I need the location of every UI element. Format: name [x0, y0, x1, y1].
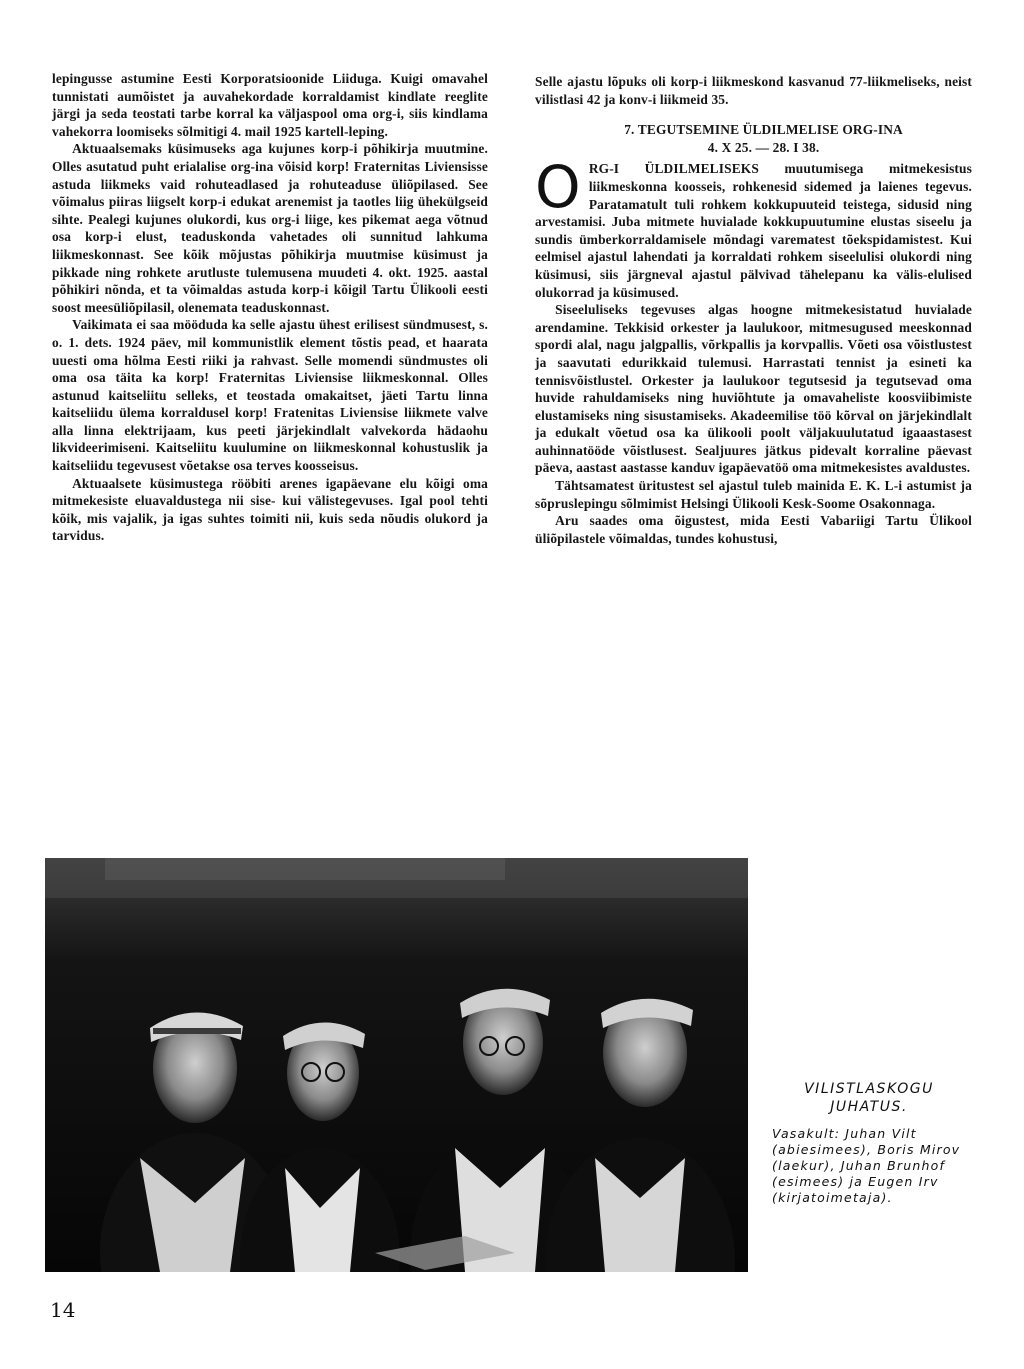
caption-text: Vasakult: Juhan Vilt (abiesimees), Boris Mirov (laekur), Juhan Brunhof (esimees) ja Eugen Irv (kirjatoimetaja).: [772, 1126, 961, 1205]
paragraph: Selle ajastu lõpuks oli korp-i liikmeskond kasvanud 77-liikmeliseks, neist vilistlasi 42 ja konv-i liikmeid 35.: [535, 74, 972, 107]
group-photo: [45, 858, 748, 1272]
paragraph: Aktuaalsemaks küsimuseks aga kujunes korp-i põhikirja muutmine. Olles asutatud puht erialalise org-ina võisid korp! Fraternitas Liviensisse astuda liikmeks vaid rohuteadlased ja rohuteaduse üliõpilased. See võimalus piiras liigselt korp-i edukat arenemist ja taotles liig ühekülgseid sihte. Pealegi kujunes olukordi, kus org-i liige, kes pikemat aega võtnud osa korp-i elust, teaduskonda vahetades oli sunnitud lahkuma liikmeskonnast. See kõik mõjustas põhikirja muutmise küsimust ja pikkade ning rohkete arutluste tulemusena muudeti 4. okt. 1925. aastal põhikiri nõnda, et ta võimaldas astuda korp-i kõigil Tartu Ülikooli eesti soost meesüliõpilasil, olenemata teaduskonnast.: [52, 141, 488, 315]
paragraph-text: RG-I ÜLDILMELISEKS muutumisega mitmekesistus liikmeskonna koosseis, rohkenesid sidemed ja laienes tegevus. Paratamatult tuli rohkem kokkupuuteid teistega, sidusid ning arvestamisi. Juba mitmete huvialade kokkupuutumine elustas siseelu ja sundis ümberkorraldamisele mõndagi varematest tõekspidamistest. Kui eelmisel ajastul lahendati ja korraldati rohkem siseelulisi olukordi ning küsimusi, siis järgneval ajastul pälvivad tähelepanu ka välis-elulised olukorrad ja küsimused.: [535, 161, 972, 300]
paragraph: Tähtsamatest üritustest sel ajastul tuleb mainida E. K. L-i astumist ja sõpruslepingu sõlmimist Helsingi Ülikooli Kesk-Soome Osakonnaga.: [535, 478, 972, 511]
paragraph: lepingusse astumine Eesti Korporatsioonide Liiduga. Kuigi omavahel tunnistati aumõistet ja auvahekordade korraldamist kindlate reeglite järgi ja seda teostati tarbe korral ka väljaspool oma org-i, siis kindlama vahekorra loomiseks sõlmitigi 4. mail 1925 kartell-leping.: [52, 71, 488, 139]
photo-caption: [764, 1080, 974, 1206]
paragraph: Vaikimata ei saa mööduda ka selle ajastu ühest erilisest sündmusest, s. o. 1. dets. 1924 päev, mil kommunistlik element tõstis pead, et haarata uuesti oma hõlma Eesti riiki ja rahvast. Selle momendi sündmustes oli oma osa täita ka korp! Fraternitas Liviensise liikmeskonnal. Olles astunud kaitseliitu selleks, et teostada omakaitset, jäeti Tartu linna kaitseliidu ülema korraldusel korp! Fratenitas Liviensise liikmete valve alla linna elektrijaam, kus peeti järjekindlalt valvekorda hädaohu likvideerimiseni. Kaitseliitu kuulumine on liikmeskonnal kohustuslik ja kaitseliidu tegevusest võetakse osa terves koosseisus.: [52, 317, 488, 474]
drop-cap: O: [535, 153, 581, 222]
paragraph: Aktuaalsete küsimustega rööbiti arenes igapäevane elu kõigi oma mitmekesiste eluavaldustega nii sise- kui välistegevuses. Igal pool tehti kõik, mis vajalik, ja igas suhtes toimiti nii, kuis seda nõudis olukord ja tarvidus.: [52, 475, 488, 544]
group-photo-illustration: [45, 858, 748, 1272]
left-text-column: [52, 70, 488, 545]
right-text-column: [535, 73, 972, 547]
paragraph: Aru saades oma õigustest, mida Eesti Vabariigi Tartu Ülikool üliõpilastele võimaldas, tundes kohustusi,: [535, 513, 972, 546]
page-number: 14: [50, 1298, 76, 1322]
paragraph: [535, 153, 972, 301]
caption-title: VILISTLASKOGU JUHATUS.: [804, 1081, 934, 1115]
section-heading: 7. TEGUTSEMINE ÜLDILMELISE ORG-INA: [624, 122, 903, 138]
paragraph: Siseeluliseks tegevuses algas hoogne mitmekesistatud huvialade arendamine. Tekkisid orkester ja laulukoor, mitmesugused meeskonnad spordi alal, nagu jalgpallis, võrkpallis ja korvpallis. Võeti osa võistlustest ja saavutati edurikkaid tulemusi. Harrastati tennist ja esineti ka tennisvõistlustel. Orkester ja laulukoor tegutsesid ja tegutsevad oma huvide rahuldamiseks ning huviõhtute ja omavaheliste koosviibimiste elustamiseks ning sisustamiseks. Akadeemilise töö kõrval on järjekindlalt ja edukalt võetud osa ka ülikooli poolt väljakuulutatud igaaastasest auhinnatööde võistlusest. Sealjuures jätkus pidevalt korraline päevast päeva, aastast aastasse kanduv igapäevatöö oma mitmekesistes avaldustes.: [535, 302, 972, 476]
section-dates: 4. X 25. — 28. I 38.: [707, 139, 820, 155]
